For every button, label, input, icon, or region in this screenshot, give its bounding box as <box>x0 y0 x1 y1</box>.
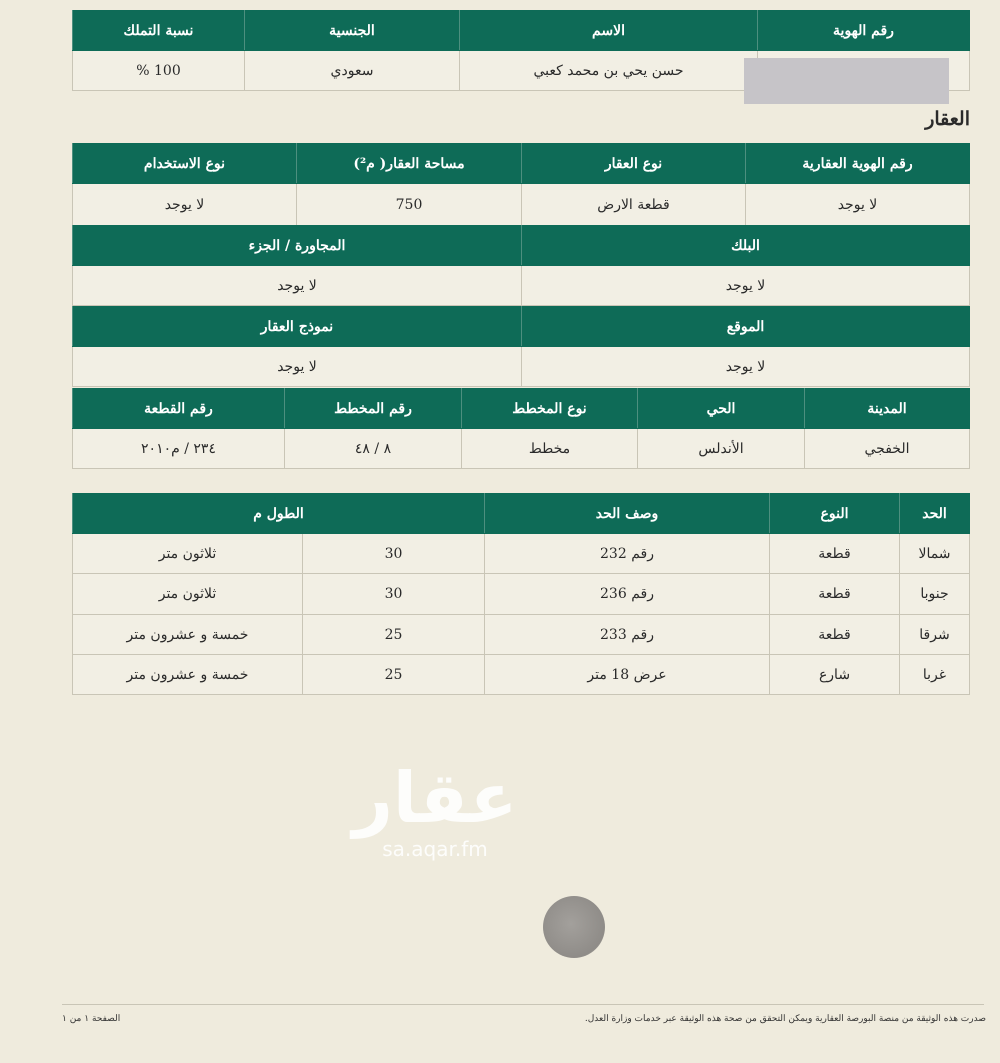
block-header: البلك <box>522 226 970 266</box>
table-row <box>73 615 970 655</box>
city-value: الخفجي <box>805 429 970 469</box>
boundary-length-text: خمسة و عشرون متر <box>73 655 303 695</box>
ownership-share-header: نسبة التملك <box>73 11 245 51</box>
property-area-header: مساحة العقار( م²) <box>297 144 522 184</box>
property-section-title: العقار <box>925 108 970 130</box>
id-number-header: رقم الهوية <box>758 11 970 51</box>
block-value: لا يوجد <box>522 266 970 306</box>
city-header: المدينة <box>805 389 970 429</box>
boundary-side-header: الحد <box>900 494 970 534</box>
aqar-watermark <box>350 758 520 868</box>
boundary-type-header: النوع <box>770 494 900 534</box>
property-type-value: قطعة الارض <box>522 184 746 226</box>
table-row <box>73 655 970 695</box>
nationality-value: سعودي <box>245 51 460 91</box>
boundaries-header-row <box>73 494 970 534</box>
boundaries-table <box>72 493 970 695</box>
redacted-id-box <box>744 58 949 104</box>
boundary-side: غربا <box>900 655 970 695</box>
plan-number-header: رقم المخطط <box>285 389 462 429</box>
boundary-desc: رقم 236 <box>485 574 770 615</box>
property-table-4 <box>72 388 970 469</box>
property-table-1 <box>72 143 970 226</box>
boundary-length: 25 <box>303 615 485 655</box>
owner-header-row <box>73 11 970 51</box>
boundary-side: شمالا <box>900 534 970 574</box>
table-row <box>73 534 970 574</box>
boundary-length: 30 <box>303 534 485 574</box>
plan-type-value: مخطط <box>462 429 638 469</box>
usage-type-value: لا يوجد <box>73 184 297 226</box>
footer-divider <box>62 1004 984 1005</box>
property-model-header: نموذج العقار <box>73 307 522 347</box>
property-type-header: نوع العقار <box>522 144 746 184</box>
boundary-length-text: ثلاثون متر <box>73 534 303 574</box>
page-number: الصفحة ١ من ١ <box>62 1014 121 1024</box>
table-row <box>73 574 970 615</box>
boundary-desc: رقم 233 <box>485 615 770 655</box>
boundary-type: قطعة <box>770 534 900 574</box>
property-model-value: لا يوجد <box>73 347 522 387</box>
watermark-url: sa.aqar.fm <box>382 837 488 861</box>
blurred-stamp <box>543 896 605 958</box>
boundary-type: قطعة <box>770 615 900 655</box>
footer-note: صدرت هذه الوثيقة من منصة البورصة العقارية ويمكن التحقق من صحة هذه الوثيقة عبر خدمات وزارة العدل. <box>584 1014 986 1024</box>
plan-type-header: نوع المخطط <box>462 389 638 429</box>
boundary-length-text: ثلاثون متر <box>73 574 303 615</box>
property-id-value: لا يوجد <box>746 184 970 226</box>
nationality-header: الجنسية <box>245 11 460 51</box>
plan-number-value: ٨ / ٤٨ <box>285 429 462 469</box>
boundary-length: 25 <box>303 655 485 695</box>
neighborhood-part-header: المجاورة / الجزء <box>73 226 522 266</box>
boundary-side: شرقا <box>900 615 970 655</box>
property-id-header: رقم الهوية العقارية <box>746 144 970 184</box>
usage-type-header: نوع الاستخدام <box>73 144 297 184</box>
district-header: الحي <box>638 389 805 429</box>
watermark-logo: عقار <box>352 757 518 839</box>
boundary-length-header: الطول م <box>73 494 485 534</box>
boundary-desc-header: وصف الحد <box>485 494 770 534</box>
plot-number-header: رقم القطعة <box>73 389 285 429</box>
boundary-type: شارع <box>770 655 900 695</box>
boundary-side: جنوبا <box>900 574 970 615</box>
district-value: الأندلس <box>638 429 805 469</box>
boundary-length-text: خمسة و عشرون متر <box>73 615 303 655</box>
boundary-length: 30 <box>303 574 485 615</box>
property-table-3 <box>72 306 970 387</box>
location-value: لا يوجد <box>522 347 970 387</box>
property-area-value: 750 <box>297 184 522 226</box>
boundary-desc: رقم 232 <box>485 534 770 574</box>
location-header: الموقع <box>522 307 970 347</box>
boundary-desc: عرض 18 متر <box>485 655 770 695</box>
ownership-share-value: 100 % <box>73 51 245 91</box>
property-table-2 <box>72 225 970 306</box>
neighborhood-part-value: لا يوجد <box>73 266 522 306</box>
boundary-type: قطعة <box>770 574 900 615</box>
plot-number-value: ٢٣٤ / م٢٠١٠ <box>73 429 285 469</box>
owner-name-value: حسن يحي بن محمد كعبي <box>460 51 758 91</box>
name-header: الاسم <box>460 11 758 51</box>
